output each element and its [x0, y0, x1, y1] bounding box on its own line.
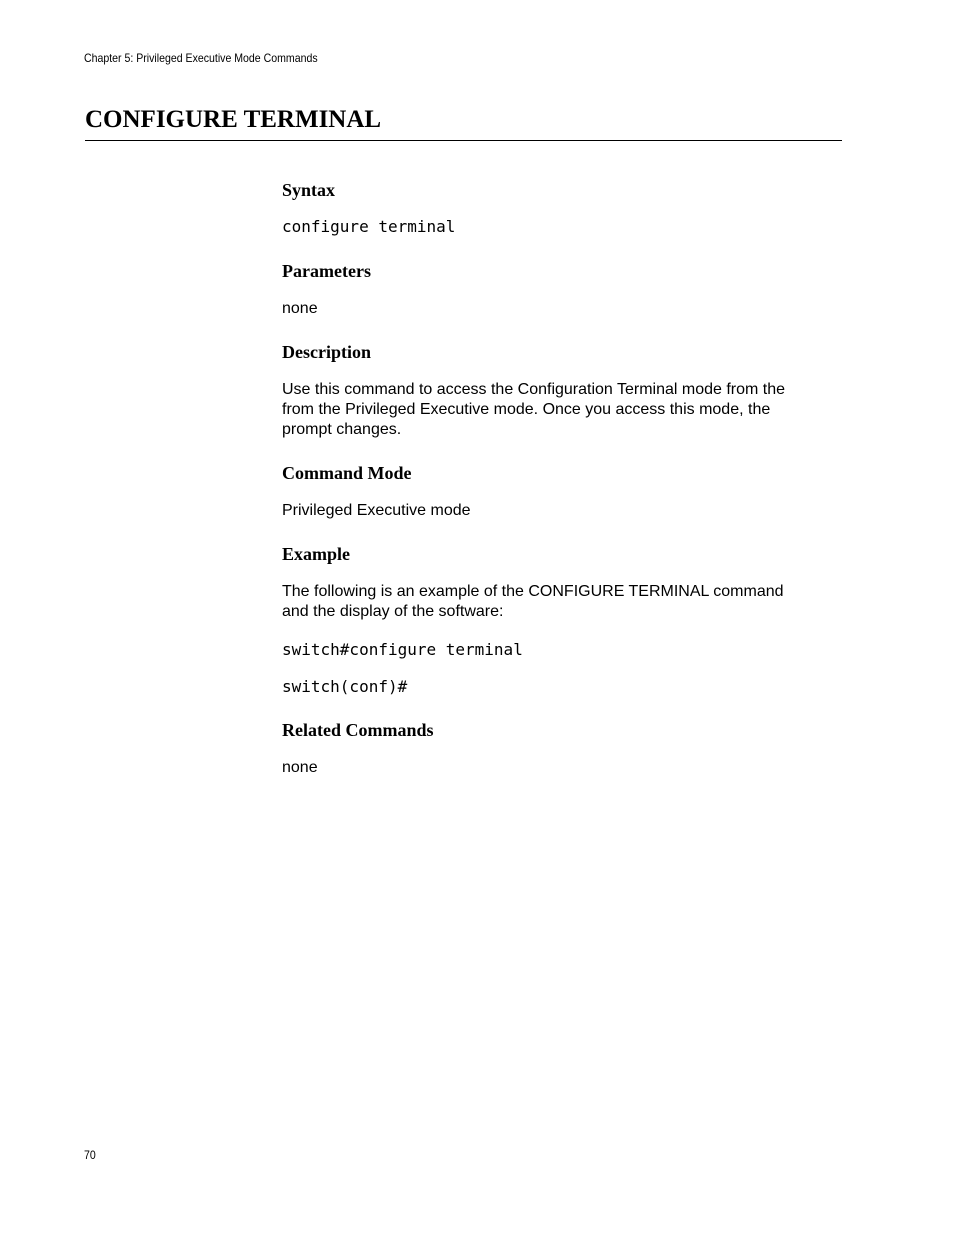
page-number: 70	[84, 1148, 96, 1162]
parameters-heading-block	[282, 260, 842, 282]
description-heading: Description	[282, 342, 371, 362]
syntax-heading-block	[282, 179, 842, 201]
command-mode-heading-block	[282, 462, 842, 484]
example-code-block-2	[282, 677, 842, 697]
parameters-heading: Parameters	[282, 261, 371, 281]
related-commands-heading: Related Commands	[282, 720, 434, 740]
related-commands-heading-block	[282, 719, 842, 741]
syntax-heading: Syntax	[282, 180, 336, 200]
page-title: CONFIGURE TERMINAL	[85, 106, 382, 133]
example-code-line: switch(conf)#	[282, 677, 408, 696]
example-text-block	[282, 582, 842, 622]
syntax-code-block	[282, 217, 842, 237]
example-line: and the display of the software:	[282, 603, 504, 620]
description-heading-block	[282, 341, 842, 363]
parameters-text: none	[282, 300, 318, 317]
command-mode-text-block	[282, 501, 842, 521]
title-rule	[85, 140, 842, 141]
example-code-line: switch#configure terminal	[282, 640, 523, 659]
syntax-code: configure terminal	[282, 217, 456, 236]
command-mode-heading: Command Mode	[282, 463, 412, 483]
example-heading: Example	[282, 544, 351, 564]
description-line: Use this command to access the Configuration Terminal mode from the	[282, 381, 786, 398]
example-code-block-1	[282, 640, 842, 660]
command-mode-text: Privileged Executive mode	[282, 502, 471, 519]
related-commands-text: none	[282, 759, 318, 776]
running-header: Chapter 5: Privileged Executive Mode Commands	[84, 51, 318, 65]
example-line: The following is an example of the CONFIGURE TERMINAL command	[282, 583, 784, 600]
example-heading-block	[282, 543, 842, 565]
description-line: prompt changes.	[282, 421, 402, 438]
parameters-text-block	[282, 299, 842, 319]
related-commands-text-block	[282, 758, 842, 778]
description-line: from the Privileged Executive mode. Once you access this mode, the	[282, 401, 771, 418]
description-text-block	[282, 380, 842, 440]
